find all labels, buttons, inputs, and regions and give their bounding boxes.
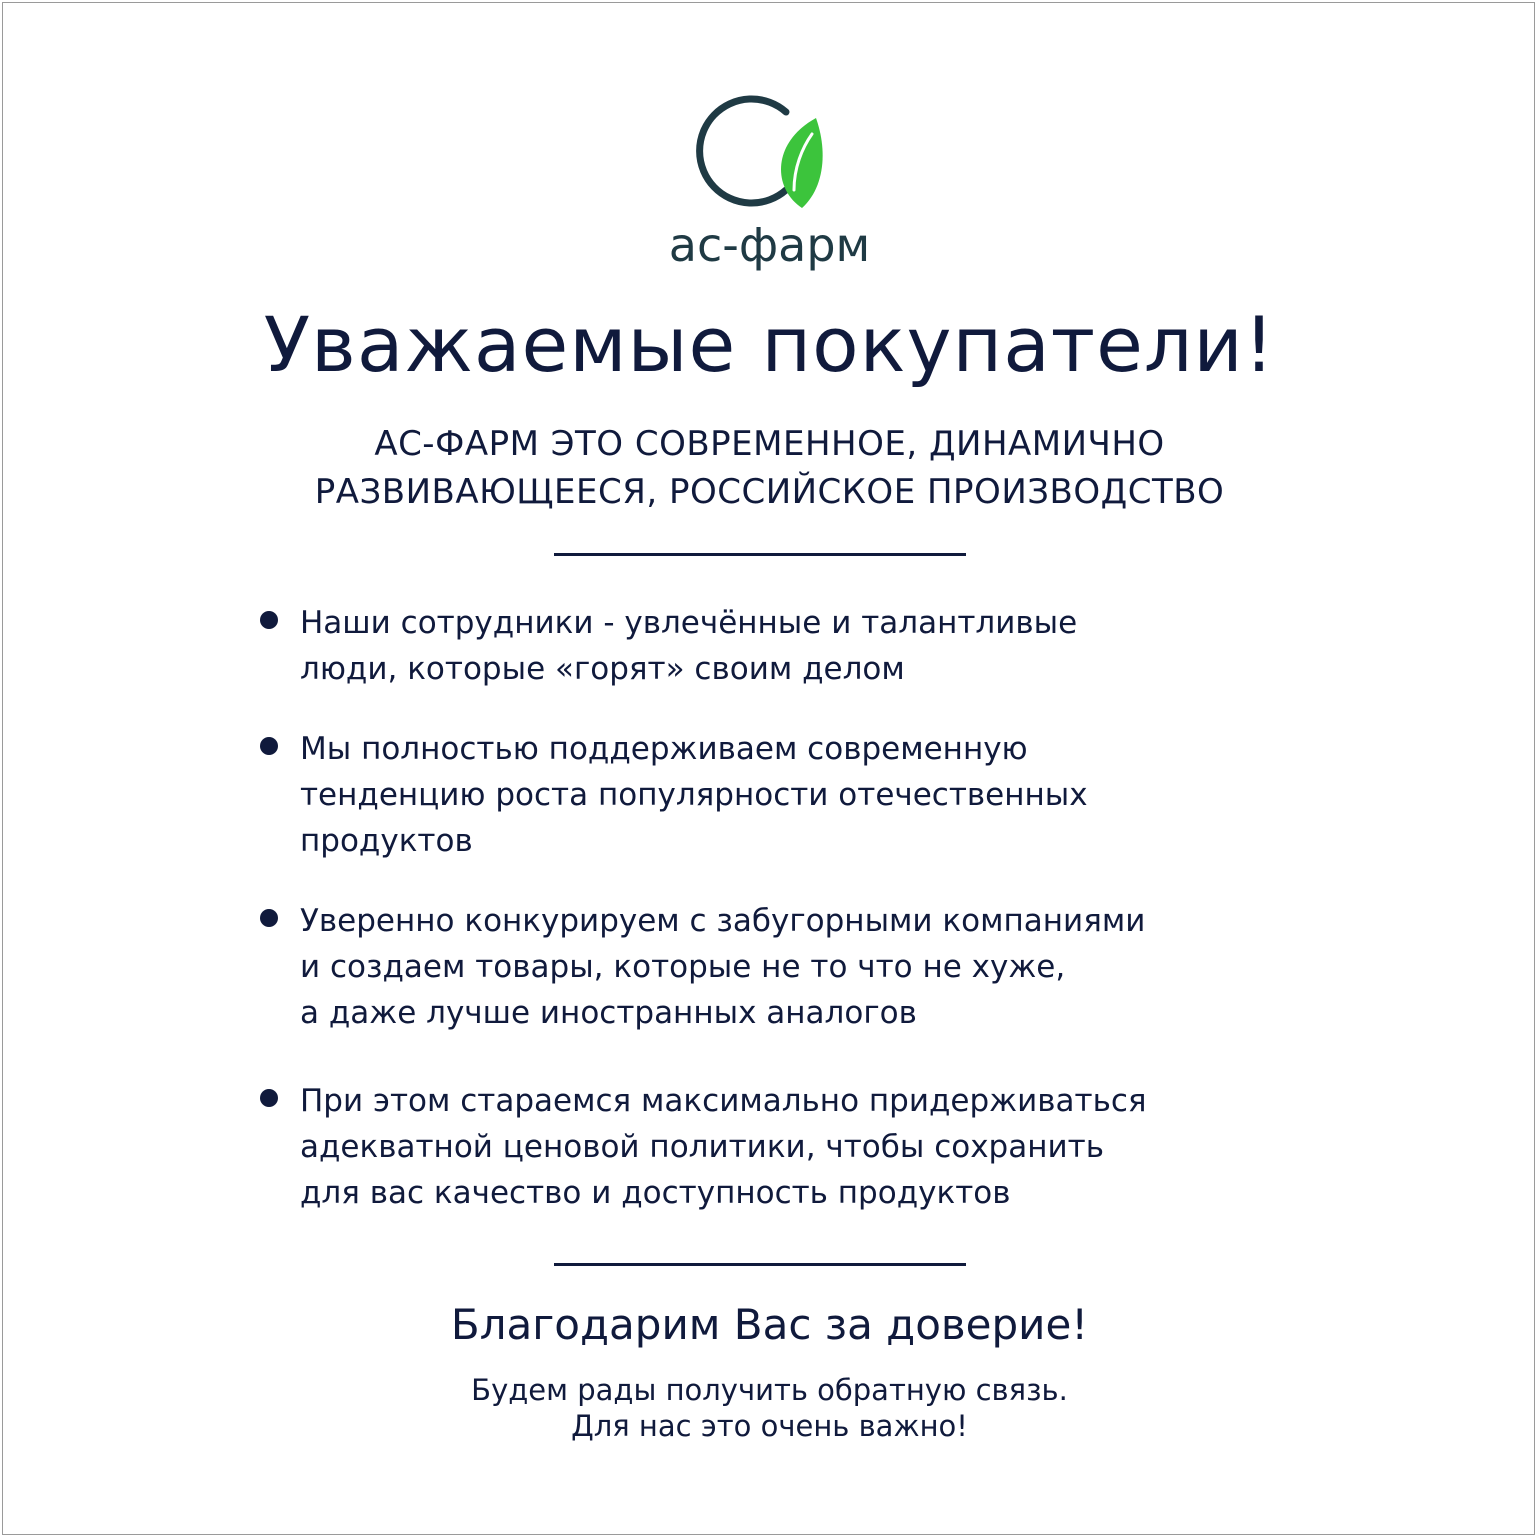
list-item	[260, 898, 1145, 1036]
bullet-text: Мы полностью поддерживаем современную тенденцию роста популярности отечественных продуктов	[300, 731, 1088, 859]
subtitle-line-1: АС-ФАРМ ЭТО СОВРЕМЕННОЕ, ДИНАМИЧНО	[374, 424, 1165, 464]
list-item	[260, 600, 1077, 692]
bullet-dot-icon	[260, 1089, 278, 1107]
bullet-text: Наши сотрудники - увлечённые и талантливые люди, которые «горят» своим делом	[300, 605, 1078, 687]
page-title: Уважаемые покупатели!	[263, 300, 1276, 389]
feedback-text: Будем рады получить обратную связь. Для нас это очень важно!	[471, 1373, 1068, 1443]
bullet-dot-icon	[260, 909, 278, 927]
bullet-dot-icon	[260, 611, 278, 629]
bullet-dot-icon	[260, 737, 278, 755]
divider-bottom	[554, 1263, 966, 1266]
subtitle	[0, 420, 1539, 516]
leaf-circle-icon	[690, 90, 850, 220]
list-item	[260, 1078, 1147, 1216]
bullet-text: При этом стараемся максимально придерживаться адекватной ценовой политики, чтобы сохранить для вас качество и доступность продуктов	[300, 1083, 1147, 1211]
bullet-text: Уверенно конкурируем с забугорными компаниями и создаем товары, которые не то что не хуже, а даже лучше иностранных аналогов	[300, 903, 1146, 1031]
divider-top	[554, 553, 966, 556]
thanks-heading: Благодарим Вас за доверие!	[450, 1300, 1089, 1349]
brand-name: ас-фарм	[668, 218, 871, 272]
subtitle-line-2: РАЗВИВАЮЩЕЕСЯ, РОССИЙСКОЕ ПРОИЗВОДСТВО	[314, 472, 1225, 512]
list-item	[260, 726, 1088, 864]
